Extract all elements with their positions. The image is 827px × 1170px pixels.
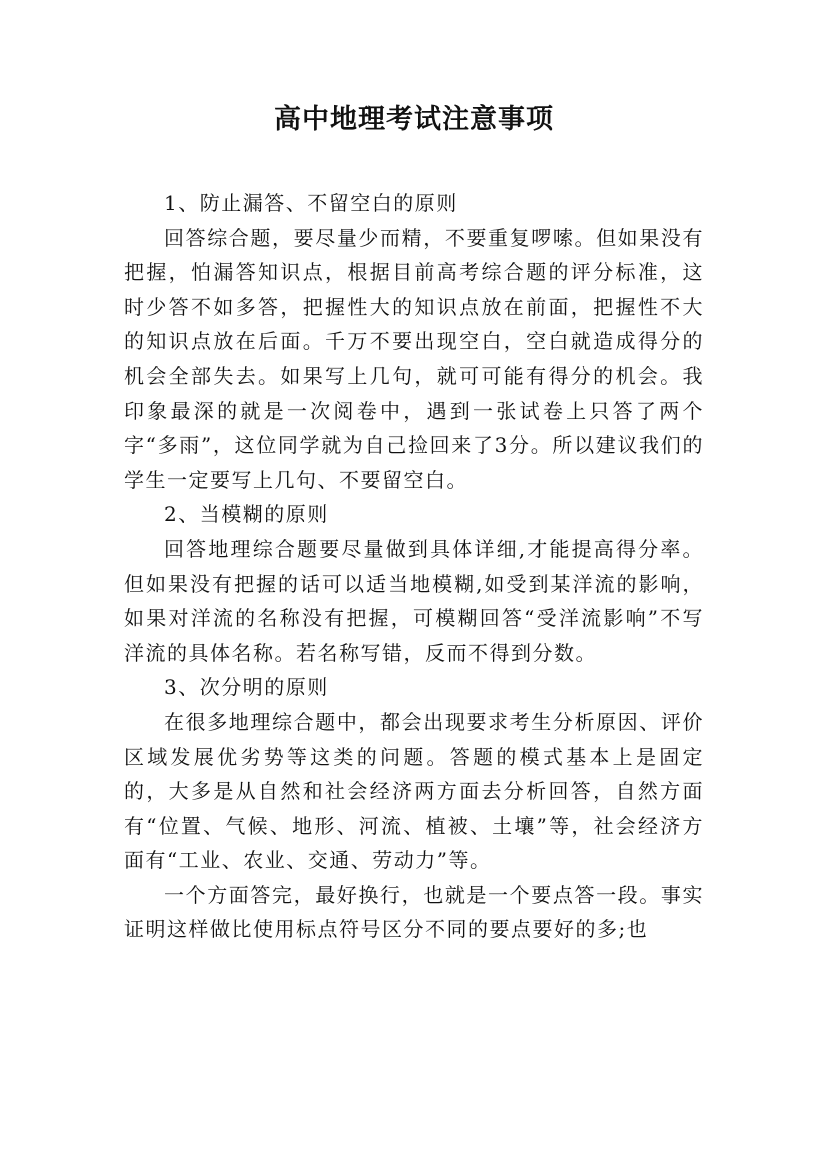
document-page [124,100,704,947]
paragraph-2: 回答地理综合题要尽量做到具体详细,才能提高得分率。但如果没有把握的话可以适当地模糊,如受到某洋流的影响，如果对洋流的名称没有把握，可模糊回答“受洋流影响”不写洋流的具体名称。若名称写错，反而不得到分数。 [124,536,704,665]
paragraph-4: 一个方面答完，最好换行，也就是一个要点答一段。事实证明这样做比使用标点符号区分不同的要点要好的多;也 [124,882,704,942]
section-heading-2: 2、当模糊的原则 [164,502,329,527]
section-heading-1: 1、防止漏答、不留空白的原则 [164,191,458,215]
document-title: 高中地理考试注意事项 [274,104,554,135]
paragraph-3: 在很多地理综合题中，都会出现要求考生分析原因、评价区域发展优劣势等这类的问题。答题的模式基本上是固定的，大多是从自然和社会经济两方面去分析回答，自然方面有“位置、气候、地形、河流、植被、土壤”等，社会经济方面有“工业、农业、交通、劳动力”等。 [124,709,704,873]
paragraph-1: 回答综合题，要尽量少而精，不要重复啰嗦。但如果没有把握，怕漏答知识点，根据目前高考综合题的评分标准，这时少答不如多答，把握性大的知识点放在前面，把握性不大的知识点放在后面。千万不要出现空白，空白就造成得分的机会全部失去。如果写上几句，就可可能有得分的机会。我印象最深的就是一次阅卷中，遇到一张试卷上只答了两个字“多雨”，这位同学就为自己捡回来了3分。所以建议我们的学生一定要写上几句、不要留空白。 [124,225,704,492]
section-heading-3: 3、次分明的原则 [164,675,329,700]
